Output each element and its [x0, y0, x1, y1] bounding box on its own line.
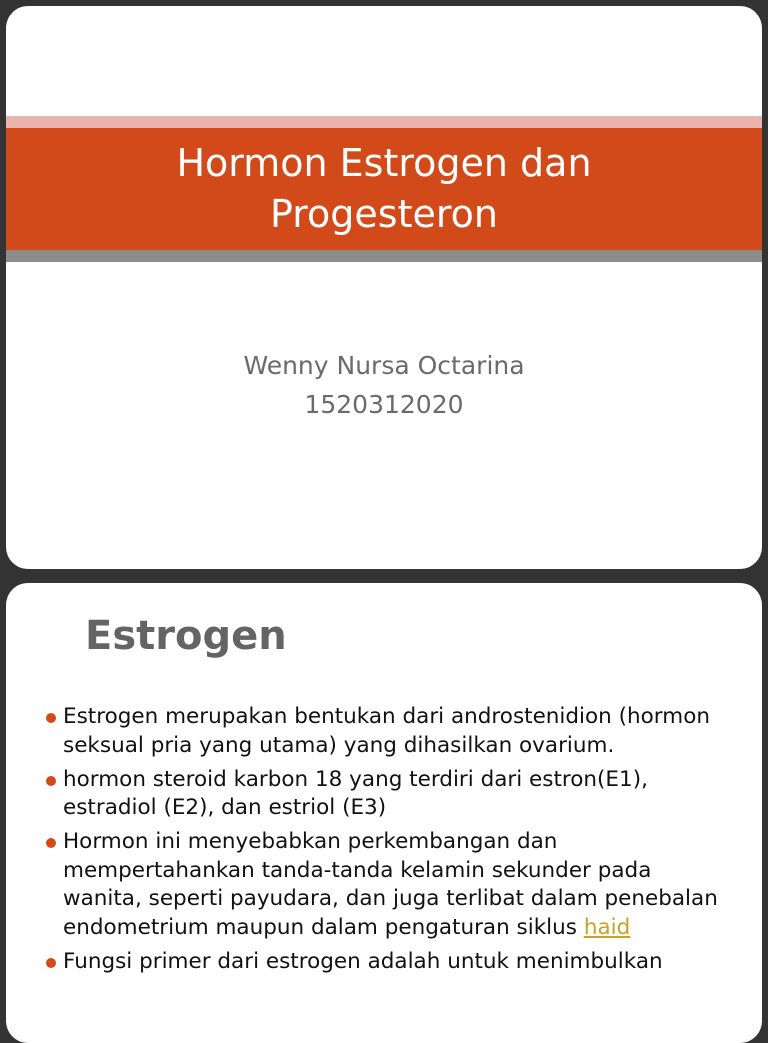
- bullet-text: Hormon ini menyebabkan perkembangan dan mempertahankan tanda-tanda kelamin sekunder pada wanita, seperti payudara, dan juga terlibat dalam penebalan endometrium maupun dalam pengaturan siklus: [63, 829, 718, 940]
- haid-link[interactable]: haid: [583, 914, 631, 940]
- bullet-text: hormon steroid karbon 18 yang terdiri dari estron(E1), estradiol (E2), dan estriol (E3): [63, 766, 648, 820]
- title-slide: [6, 6, 762, 569]
- bullet-item: [44, 766, 732, 823]
- bullet-dot-icon: [46, 713, 56, 723]
- student-id: 1520312020: [304, 390, 464, 419]
- bullet-dot-icon: [46, 776, 56, 786]
- title-line-2: Progesteron: [270, 192, 498, 236]
- bullet-list: [44, 703, 732, 982]
- presentation-title: [176, 138, 591, 240]
- estrogen-slide: [6, 583, 762, 1043]
- bullet-text: Estrogen merupakan bentukan dari androstenidion (hormon seksual pria yang utama) yang dihasilkan ovarium.: [63, 704, 710, 758]
- subtitle-block: [6, 346, 762, 424]
- bullet-dot-icon: [46, 958, 56, 968]
- bullet-item: [44, 703, 732, 760]
- title-band-top-stripe: [6, 116, 762, 128]
- author-name: Wenny Nursa Octarina: [243, 351, 525, 380]
- bullet-text: Fungsi primer dari estrogen adalah untuk menimbulkan: [63, 948, 663, 974]
- title-band: [6, 128, 762, 250]
- bullet-item: [44, 828, 732, 942]
- bullet-dot-icon: [46, 838, 56, 848]
- title-line-1: Hormon Estrogen dan: [176, 141, 592, 185]
- slide-heading: Estrogen: [85, 613, 287, 659]
- title-band-bottom-stripe: [6, 250, 762, 262]
- bullet-item: [44, 948, 732, 977]
